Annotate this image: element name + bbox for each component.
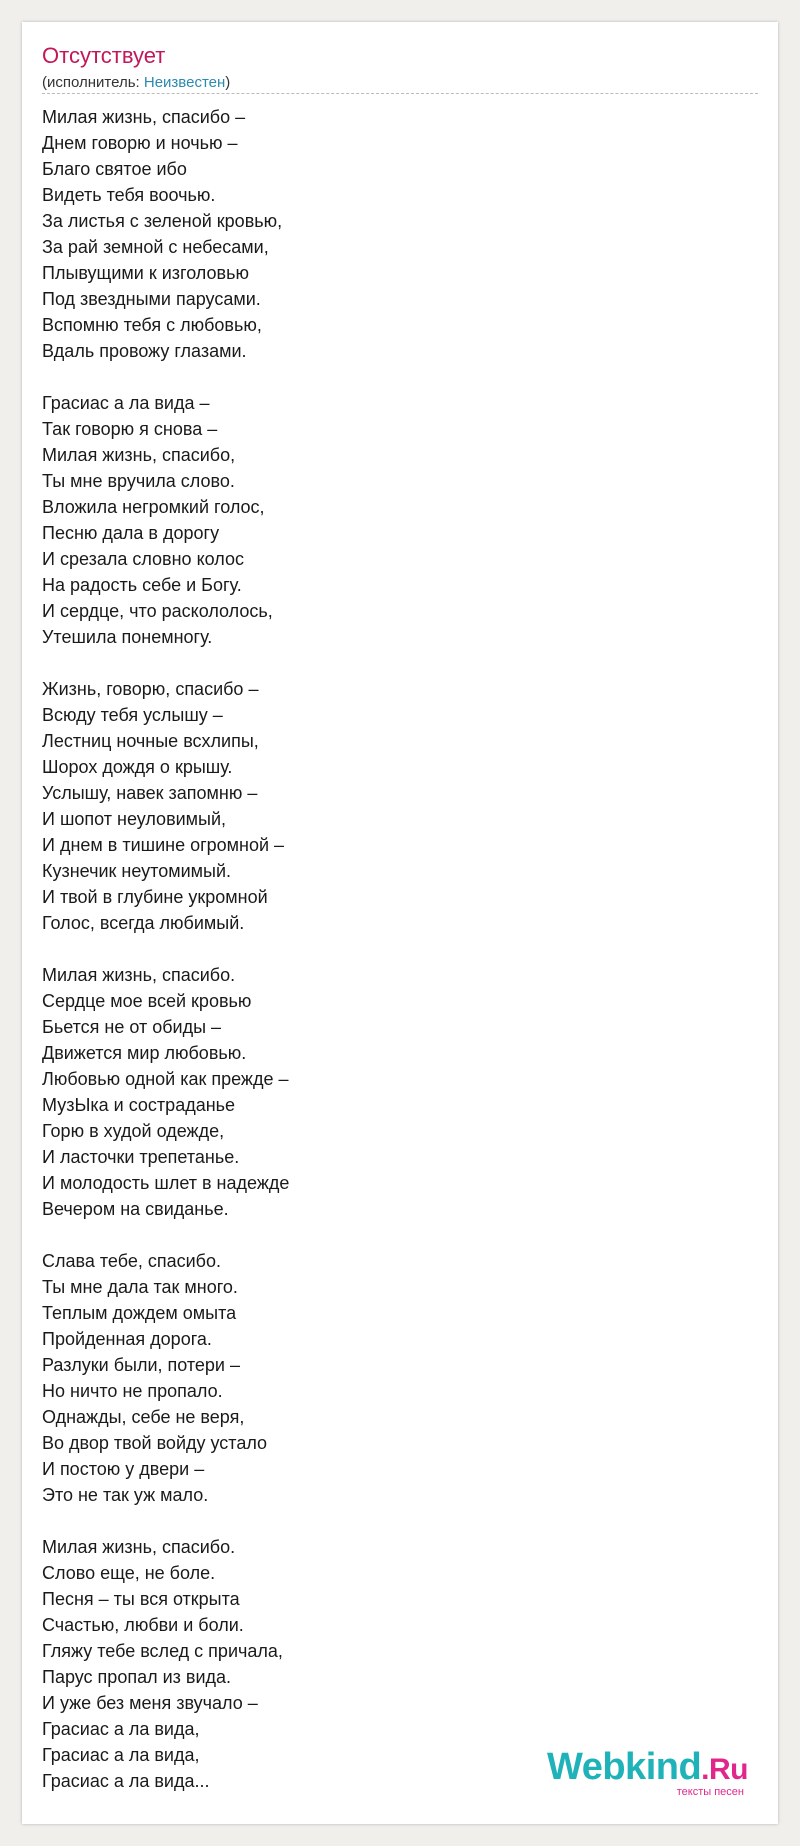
lyric-line: Однажды, себе не веря, [42,1407,245,1427]
lyric-line: И срезала словно колос [42,549,244,569]
lyrics-card [22,22,778,1824]
stanza [42,104,742,364]
lyric-line: Лестниц ночные всхлипы, [42,731,259,751]
song-title: Отсутствует [42,43,166,68]
lyric-line: Услышу, навек запомню – [42,783,258,803]
lyric-line: На радость себе и Богу. [42,575,242,595]
lyric-line: Любовью одной как прежде – [42,1069,289,1089]
lyric-line: Днем говорю и ночью – [42,133,238,153]
stanza [42,962,742,1222]
stanza [42,390,742,650]
lyric-line: За рай земной с небесами, [42,237,269,257]
logo-web-text: Webkind [547,1746,702,1788]
lyric-line: Горю в худой одежде, [42,1121,225,1141]
title-divider [42,93,758,94]
lyric-line: Милая жизнь, спасибо. [42,1537,236,1557]
lyric-line: Сердце мое всей кровью [42,991,252,1011]
lyric-line: Видеть тебя воочью. [42,185,216,205]
lyric-line: Шорох дождя о крышу. [42,757,233,777]
performer-suffix: ) [225,74,231,91]
lyric-line: Под звездными парусами. [42,289,261,309]
lyric-line: За листья с зеленой кровью, [42,211,283,231]
lyric-line: Милая жизнь, спасибо, [42,445,236,465]
lyric-line: Во двор твой войду устало [42,1433,268,1453]
performer-link[interactable]: Неизвестен [143,74,226,91]
lyric-line: Парус пропал из вида. [42,1667,232,1687]
lyric-line: Песню дала в дорогу [42,523,220,543]
lyric-line: И молодость шлет в надежде [42,1173,290,1193]
lyric-line: Разлуки были, потери – [42,1355,240,1375]
lyric-line: Жизнь, говорю, спасибо – [42,679,259,699]
performer-prefix: (исполнитель: [42,74,144,91]
lyric-line: Песня – ты вся открыта [42,1589,240,1609]
logo-ru-text: .Ru [701,1753,748,1786]
lyric-line: Гляжу тебе вслед с причала, [42,1641,283,1661]
lyric-line: Так говорю я снова – [42,419,218,439]
logo-wordmark [547,1747,748,1790]
lyric-line: Это не так уж мало. [42,1485,209,1505]
lyric-line: И постою у двери – [42,1459,205,1479]
lyrics-text [42,104,742,1820]
lyric-line: Ты мне дала так много. [42,1277,238,1297]
lyric-line: Вспомню тебя с любовью, [42,315,262,335]
lyric-line: Вложила негромкий голос, [42,497,265,517]
lyric-line: Благо святое ибо [42,159,187,179]
lyric-line: Бьется не от обиды – [42,1017,222,1037]
lyric-line: Слово еще, не боле. [42,1563,216,1583]
lyric-line: Теплым дождем омыта [42,1303,237,1323]
lyric-line: Грасиас а ла вида... [42,1771,210,1791]
lyric-line: Грасиас а ла вида, [42,1745,200,1765]
stanza [42,1248,742,1508]
lyric-line: И уже без меня звучало – [42,1693,258,1713]
lyric-line: Счастью, любви и боли. [42,1615,244,1635]
lyric-line: Вдаль провожу глазами. [42,341,247,361]
performer-line [42,73,230,93]
lyric-line: И ласточки трепетанье. [42,1147,240,1167]
lyric-line: Ты мне вручила слово. [42,471,235,491]
lyric-line: Но ничто не пропало. [42,1381,223,1401]
lyric-line: Милая жизнь, спасибо. [42,965,236,985]
lyric-line: И днем в тишине огромной – [42,835,285,855]
lyric-line: Милая жизнь, спасибо – [42,107,246,127]
lyric-line: Грасиас а ла вида, [42,1719,200,1739]
lyric-line: И шопот неуловимый, [42,809,227,829]
lyric-line: Движется мир любовью. [42,1043,247,1063]
lyric-line: Голос, всегда любимый. [42,913,245,933]
logo-tagline: тексты песен [676,1786,744,1798]
lyric-line: Слава тебе, спасибо. [42,1251,221,1271]
lyric-line: Плывущими к изголовью [42,263,249,283]
lyric-line: Вечером на свиданье. [42,1199,229,1219]
webkind-logo[interactable] [547,1747,748,1798]
lyric-line: Всюду тебя услышу – [42,705,223,725]
lyric-line: Грасиас а ла вида – [42,393,210,413]
lyric-line: И твой в глубине укромной [42,887,268,907]
lyric-line: Кузнечик неутомимый. [42,861,231,881]
lyric-line: МузЫка и состраданье [42,1095,236,1115]
stanza [42,676,742,936]
lyric-line: Пройденная дорога. [42,1329,212,1349]
lyric-line: И сердце, что раскололось, [42,601,273,621]
lyric-line: Утешила понемногу. [42,627,213,647]
